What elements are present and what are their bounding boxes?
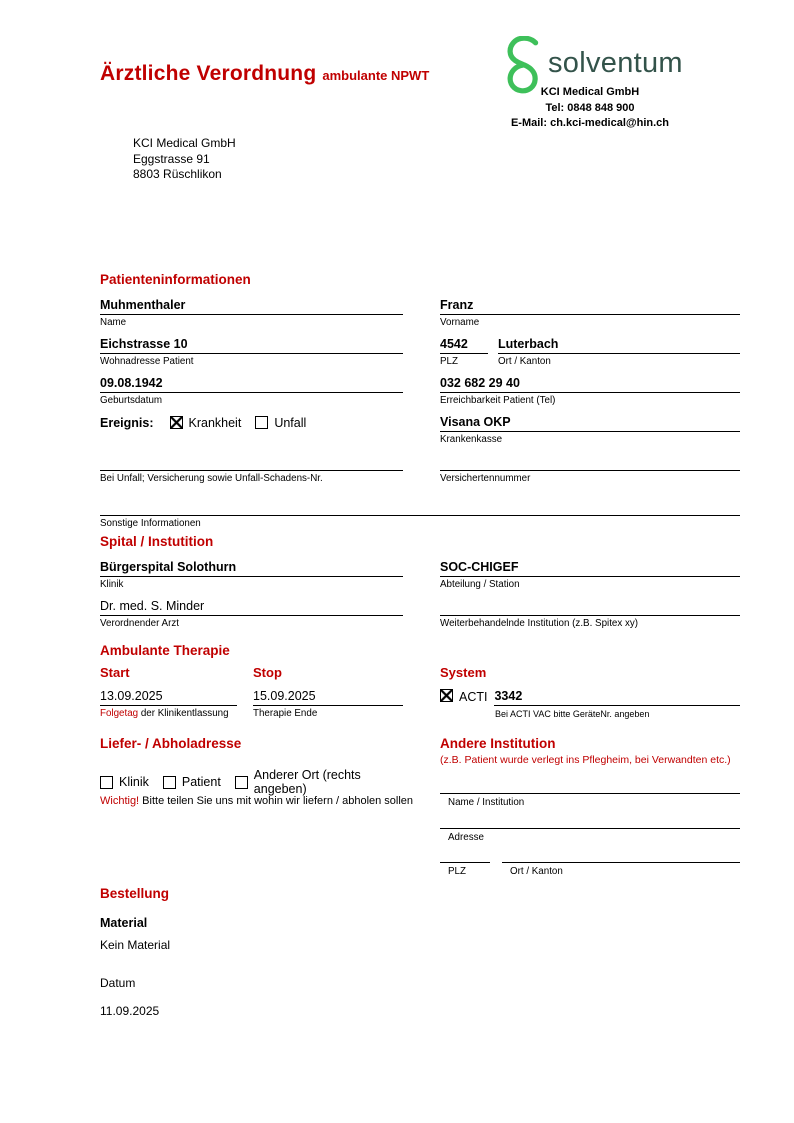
checkbox-liefer-anderer-ort-label: Anderer Ort (rechts angeben): [253, 768, 361, 796]
vendor-company: KCI Medical GmbH: [540, 86, 640, 98]
ort-label: Ort / Kanton: [498, 356, 551, 367]
therapie-stop-col: [253, 665, 403, 726]
versichertennummer-line[interactable]: [440, 452, 740, 471]
field-plz: [440, 335, 488, 370]
andere-plz-line[interactable]: [440, 844, 490, 863]
liefer-heading: Liefer- / Abholadresse: [100, 736, 242, 751]
field-arzt: [100, 597, 403, 632]
plz-value: 4542: [440, 335, 488, 354]
sender-address-block: [133, 136, 236, 183]
andere-subtext: (z.B. Patient wurde verlegt ins Pflegheim, bei Verwandten etc.): [440, 754, 731, 766]
unfall-nr-label: Bei Unfall; Versicherung sowie Unfall-Schadens-Nr.: [100, 473, 323, 484]
patient-heading: Patienteninformationen: [100, 272, 251, 287]
material-value: Kein Material: [100, 938, 171, 952]
sonstige-line[interactable]: [100, 497, 740, 516]
solventum-wordmark: solventum: [548, 47, 683, 79]
checkbox-acti[interactable]: [440, 689, 453, 702]
field-versichertennummer: [440, 452, 740, 487]
wichtig-note: [100, 795, 430, 807]
field-andere-adresse: [440, 809, 740, 844]
document-title-row: [100, 62, 429, 86]
unfall-nr-line[interactable]: [100, 452, 403, 471]
klinik-label: Klinik: [100, 579, 124, 590]
stop-value: 15.09.2025: [253, 687, 403, 706]
start-value: 13.09.2025: [100, 687, 237, 706]
start-heading: Start: [100, 665, 130, 680]
section-liefer: [100, 736, 430, 807]
field-patient-tel: [440, 374, 740, 409]
field-klinik: [100, 558, 403, 593]
checkbox-liefer-klinik-label: Klinik: [119, 775, 149, 789]
ereignis-row: [100, 413, 403, 432]
bestellung-heading: Bestellung: [100, 886, 170, 901]
wohnadresse-value: Eichstrasse 10: [100, 335, 403, 354]
sender-company: KCI Medical GmbH: [133, 136, 236, 150]
page-subtitle: ambulante NPWT: [322, 68, 430, 83]
andere-heading: Andere Institution: [440, 736, 556, 751]
checkbox-acti-label: ACTI: [459, 690, 488, 704]
field-abteilung: [440, 558, 740, 593]
therapie-start-col: [100, 665, 237, 726]
checkbox-liefer-patient[interactable]: [163, 776, 176, 789]
vendor-tel: Tel: 0848 848 900: [545, 101, 635, 114]
checkbox-unfall[interactable]: [255, 416, 268, 429]
andere-ort-label: Ort / Kanton: [510, 866, 563, 877]
material-label: Material: [100, 916, 148, 930]
sonstige-label: Sonstige Informationen: [100, 518, 201, 529]
stop-label: Therapie Ende: [253, 708, 318, 719]
field-andere-name: [440, 767, 740, 809]
weiterbehandelnde-label: Weiterbehandelnde Institution (z.B. Spitex xy): [440, 618, 639, 629]
field-krankenkasse: [440, 413, 740, 448]
start-label-rest: der Klinikentlassung: [138, 708, 229, 719]
ort-value: Luterbach: [498, 335, 740, 354]
spital-heading: Spital / Instutition: [100, 534, 214, 549]
checkbox-unfall-label: Unfall: [274, 415, 307, 430]
vorname-value: Franz: [440, 296, 740, 315]
wohnadresse-label: Wohnadresse Patient: [100, 356, 194, 367]
field-system-nr: [494, 687, 740, 706]
andere-name-line[interactable]: [440, 767, 740, 794]
section-patient: [100, 272, 740, 536]
krankenkasse-label: Krankenkasse: [440, 434, 503, 445]
section-spital: [100, 534, 740, 636]
andere-adresse-label: Adresse: [448, 832, 484, 843]
system-nr-value: 3342: [494, 687, 740, 706]
stop-heading: Stop: [253, 665, 282, 680]
versichertennummer-label: Versichertennummer: [440, 473, 531, 484]
patient-tel-label: Erreichbarkeit Patient (Tel): [440, 395, 556, 406]
arzt-label: Verordnender Arzt: [100, 618, 179, 629]
field-andere-ort: [502, 844, 740, 878]
abteilung-label: Abteilung / Station: [440, 579, 520, 590]
andere-plz-label: PLZ: [448, 866, 466, 877]
checkbox-liefer-patient-label: Patient: [181, 775, 221, 789]
therapie-heading: Ambulante Therapie: [100, 643, 230, 658]
system-hint: Bei ACTI VAC bitte GeräteNr. angeben: [495, 709, 650, 719]
checkbox-krankheit-label: Krankheit: [188, 415, 242, 430]
field-andere-plz-ort: [440, 844, 740, 878]
datum-value: 11.09.2025: [100, 1004, 160, 1018]
field-unfall-nr: [100, 452, 403, 487]
krankenkasse-value: Visana OKP: [440, 413, 740, 432]
section-bestellung: [100, 886, 500, 1018]
plz-label: PLZ: [440, 356, 458, 367]
geburtsdatum-label: Geburtsdatum: [100, 395, 163, 406]
wichtig-rest: Bitte teilen Sie uns mit wohin wir liefern / abholen sollen: [139, 795, 414, 807]
abteilung-value: SOC-CHIGEF: [440, 558, 740, 577]
geburtsdatum-value: 09.08.1942: [100, 374, 403, 393]
sender-street: Eggstrasse 91: [133, 151, 210, 166]
field-wohnadresse: [100, 335, 403, 370]
vendor-email: E-Mail: ch.kci-medical@hin.ch: [510, 117, 670, 129]
arzt-value: Dr. med. S. Minder: [100, 597, 403, 616]
system-heading: System: [440, 665, 487, 680]
name-value: Muhmenthaler: [100, 296, 403, 315]
datum-label: Datum: [100, 976, 136, 990]
therapie-system-col: [440, 665, 740, 726]
field-sonstige: [100, 497, 740, 532]
field-name: [100, 296, 403, 331]
patient-tel-value: 032 682 29 40: [440, 374, 740, 393]
field-vorname: [440, 296, 740, 331]
vorname-label: Vorname: [440, 317, 480, 328]
liefer-options-row: [100, 768, 430, 796]
andere-name-label: Name / Institution: [448, 797, 525, 808]
weiterbehandelnde-line[interactable]: [440, 597, 740, 616]
system-row: [440, 687, 740, 706]
field-andere-plz: [440, 844, 490, 878]
wichtig-word: Wichtig!: [100, 795, 140, 807]
field-weiterbehandelnde: [440, 597, 740, 632]
start-label-red: Folgetag: [100, 708, 139, 719]
field-start: [100, 687, 237, 722]
checkbox-krankheit[interactable]: [170, 416, 183, 429]
section-therapie: [100, 643, 740, 726]
name-label: Name: [100, 317, 127, 328]
sender-city: 8803 Rüschlikon: [133, 167, 222, 181]
start-label: [100, 706, 237, 722]
field-ort: [498, 335, 740, 370]
andere-ort-line[interactable]: [502, 844, 740, 863]
vendor-contact-block: [440, 85, 740, 132]
checkbox-liefer-klinik[interactable]: [100, 776, 113, 789]
klinik-value: Bürgerspital Solothurn: [100, 558, 403, 577]
field-plz-ort: [440, 335, 740, 374]
field-stop: [253, 687, 403, 722]
ereignis-label: Ereignis:: [100, 415, 154, 430]
andere-adresse-line[interactable]: [440, 809, 740, 829]
page-title: Ärztliche Verordnung: [100, 62, 317, 85]
section-andere: [440, 736, 740, 878]
therapie-start-stop: [100, 665, 403, 726]
checkbox-liefer-anderer-ort[interactable]: [235, 776, 248, 789]
field-geburtsdatum: [100, 374, 403, 409]
